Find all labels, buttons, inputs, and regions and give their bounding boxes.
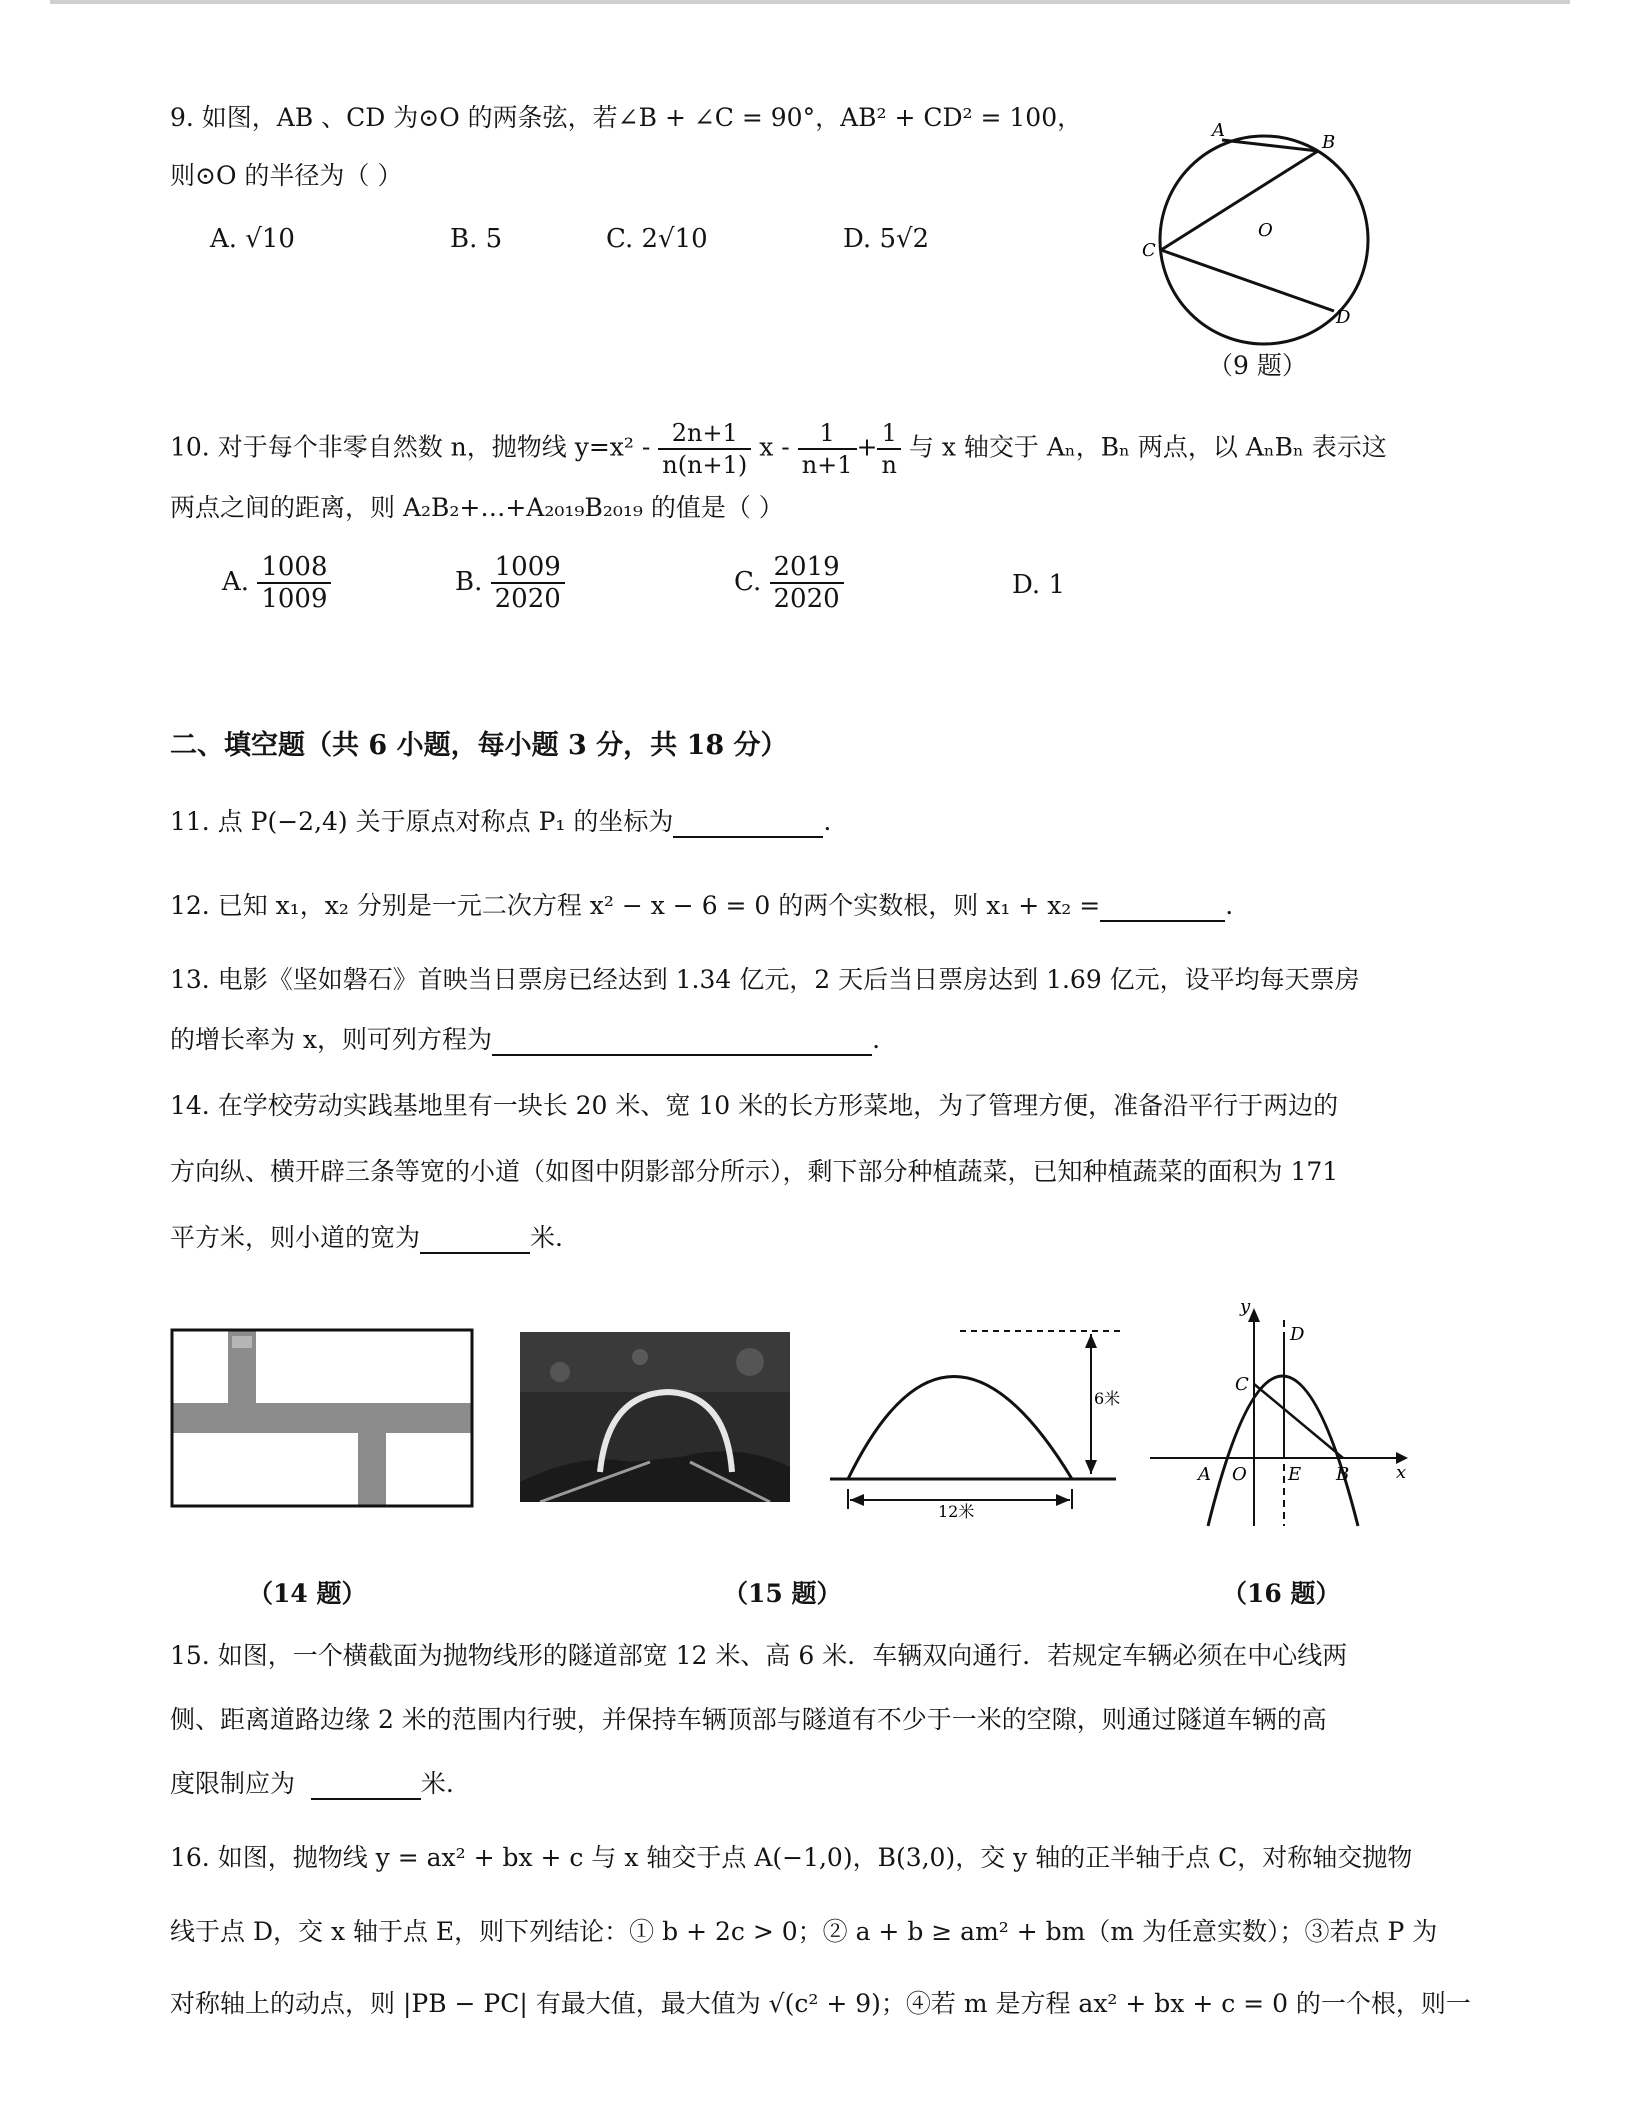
q16-x-axis-label: x [1396, 1462, 1407, 1483]
q10-fraction-3-num: 1 [877, 418, 900, 450]
q13-end: . [872, 1025, 881, 1054]
q15-answer-blank[interactable] [311, 1772, 421, 1800]
q10-fraction-1 [658, 418, 751, 480]
q10-option-d [1012, 570, 1065, 600]
q15-height-label: 6米 [1094, 1389, 1121, 1408]
q10-fraction-1-num: 2n+1 [658, 418, 751, 450]
q16-label-e: E [1288, 1464, 1302, 1485]
q10-option-c-num: 2019 [770, 552, 844, 584]
q10-option-a-letter: A. [222, 567, 250, 597]
q9-option-a: A. √10 [210, 224, 295, 254]
q10-fraction-3 [877, 418, 900, 480]
q16-label-c: C [1235, 1374, 1249, 1395]
q14-garden-figure [170, 1328, 480, 1514]
q16-line1: 16. 如图，抛物线 y = ax² + bx + c 与 x 轴交于点 A(−1,0)，B(3,0)，交 y 轴的正半轴于点 C，对称轴交抛物 [170, 1843, 1413, 1872]
q14-answer-blank[interactable] [420, 1226, 530, 1254]
q15-text: 度限制应为 [170, 1769, 296, 1798]
q15-parabola-figure [826, 1324, 1126, 1524]
q16-label-d: D [1290, 1324, 1305, 1345]
q10-text-part3: + [856, 432, 878, 462]
q15-line1: 15. 如图，一个横截面为抛物线形的隧道部宽 12 米、高 6 米．车辆双向通行．若规定车辆必须在中心线两 [170, 1641, 1348, 1670]
q15-caption: （15 题） [723, 1579, 842, 1608]
q10-option-d-letter: D. [1012, 570, 1041, 600]
page-top-edge [50, 0, 1570, 4]
q10-option-a-den: 1009 [261, 584, 328, 614]
q16-y-axis-label: y [1240, 1300, 1251, 1317]
q15-line3 [170, 1768, 454, 1800]
q15-end: 米. [420, 1769, 454, 1798]
q10-option-c-letter: C. [734, 567, 762, 597]
q12-answer-blank[interactable] [1100, 894, 1225, 922]
q15-width-label: 12米 [938, 1502, 975, 1521]
q10-option-b-letter: B. [455, 567, 483, 597]
q10-text-part1: 10. 对于每个非零自然数 n，抛物线 y=x² - [170, 432, 651, 462]
q10-option-d-text: 1 [1048, 570, 1065, 600]
q9-circle-figure [1130, 118, 1390, 348]
q14-end: 米. [530, 1223, 563, 1252]
q16-line2: 线于点 D，交 x 轴于点 E，则下列结论：① b + 2c > 0；② a + b ≥ am² + bm（m 为任意实数）；③若点 P 为 [170, 1917, 1438, 1946]
q10-option-c-den: 2020 [773, 584, 840, 614]
q10-line1 [170, 418, 1387, 480]
q10-option-a-fraction [257, 552, 331, 614]
q14-text: 平方米，则小道的宽为 [170, 1223, 421, 1252]
q11-end: . [823, 807, 832, 836]
q15-tunnel-photo [520, 1332, 790, 1502]
q10-option-c-fraction [770, 552, 844, 614]
q14-caption: （14 题） [248, 1579, 367, 1608]
q9-label-a: A [1212, 120, 1225, 141]
q16-caption: （16 题） [1222, 1579, 1341, 1608]
q9-line1: 9. 如图，AB 、CD 为⊙O 的两条弦，若∠B + ∠C = 90°，AB² + CD² = 100， [170, 103, 1083, 132]
q14-line3 [170, 1222, 563, 1254]
q10-option-b-fraction [491, 552, 565, 614]
q11-line [170, 806, 831, 838]
q14-line1: 14. 在学校劳动实践基地里有一块长 20 米、宽 10 米的长方形菜地，为了管理方便，准备沿平行于两边的 [170, 1091, 1339, 1120]
q10-option-a-num: 1008 [257, 552, 331, 584]
q10-fraction-3-den: n [881, 451, 897, 479]
q9-option-c: C. 2√10 [606, 224, 708, 254]
q9-line2: 则⊙O 的半径为（ ） [170, 161, 403, 190]
q9-label-b: B [1322, 132, 1336, 153]
q10-option-c [734, 552, 844, 614]
q13-text: 的增长率为 x，则可列方程为 [170, 1025, 493, 1054]
q9-option-d: D. 5√2 [843, 224, 930, 254]
q10-text-part2: x - [759, 432, 790, 462]
q14-line2: 方向纵、横开辟三条等宽的小道（如图中阴影部分所示），剩下部分种植蔬菜，已知种植蔬菜的面积为 171 [170, 1157, 1339, 1186]
q10-fraction-1-den: n(n+1) [662, 451, 748, 479]
q15-line2: 侧、距离道路边缘 2 米的范围内行驶，并保持车辆顶部与隧道有不少于一米的空隙，则通过隧道车辆的高 [170, 1705, 1327, 1734]
q16-label-a: A [1198, 1464, 1211, 1485]
q9-option-b: B. 5 [450, 224, 503, 254]
q12-text: 12. 已知 x₁，x₂ 分别是一元二次方程 x² − x − 6 = 0 的两个实数根，则 x₁ + x₂ = [170, 891, 1101, 920]
q16-graph-figure [1146, 1300, 1416, 1530]
q13-answer-blank[interactable] [492, 1028, 872, 1056]
q10-line2: 两点之间的距离，则 A₂B₂+…+A₂₀₁₉B₂₀₁₉ 的值是（ ） [170, 493, 784, 522]
q10-option-b [455, 552, 565, 614]
q12-line [170, 890, 1233, 922]
q12-end: . [1225, 891, 1234, 920]
q10-option-b-den: 2020 [494, 584, 561, 614]
q16-line3: 对称轴上的动点，则 |PB − PC| 有最大值，最大值为 √(c² + 9)；④若 m 是方程 ax² + bx + c = 0 的一个根，则一 [170, 1989, 1471, 2018]
q10-fraction-2-den: n+1 [801, 451, 853, 479]
q9-label-d: D [1336, 307, 1351, 328]
q10-text-part4: 与 x 轴交于 Aₙ，Bₙ 两点，以 AₙBₙ 表示这 [908, 432, 1387, 462]
q13-line1: 13. 电影《坚如磐石》首映当日票房已经达到 1.34 亿元，2 天后当日票房达到 1.69 亿元，设平均每天票房 [170, 965, 1360, 994]
section-heading-fill-in: 二、填空题（共 6 小题，每小题 3 分，共 18 分） [170, 730, 788, 761]
q16-label-o: O [1232, 1464, 1247, 1485]
q16-label-b: B [1336, 1464, 1350, 1485]
q9-label-c: C [1142, 240, 1156, 261]
q11-answer-blank[interactable] [673, 810, 823, 838]
q10-fraction-2 [798, 418, 857, 480]
q10-option-b-num: 1009 [491, 552, 565, 584]
q9-label-o: O [1258, 220, 1273, 241]
q13-line2 [170, 1024, 880, 1056]
q10-fraction-2-num: 1 [798, 418, 857, 450]
q9-caption: （9 题） [1208, 351, 1307, 380]
q10-option-a [222, 552, 331, 614]
q11-text: 11. 点 P(−2,4) 关于原点对称点 P₁ 的坐标为 [170, 807, 674, 836]
